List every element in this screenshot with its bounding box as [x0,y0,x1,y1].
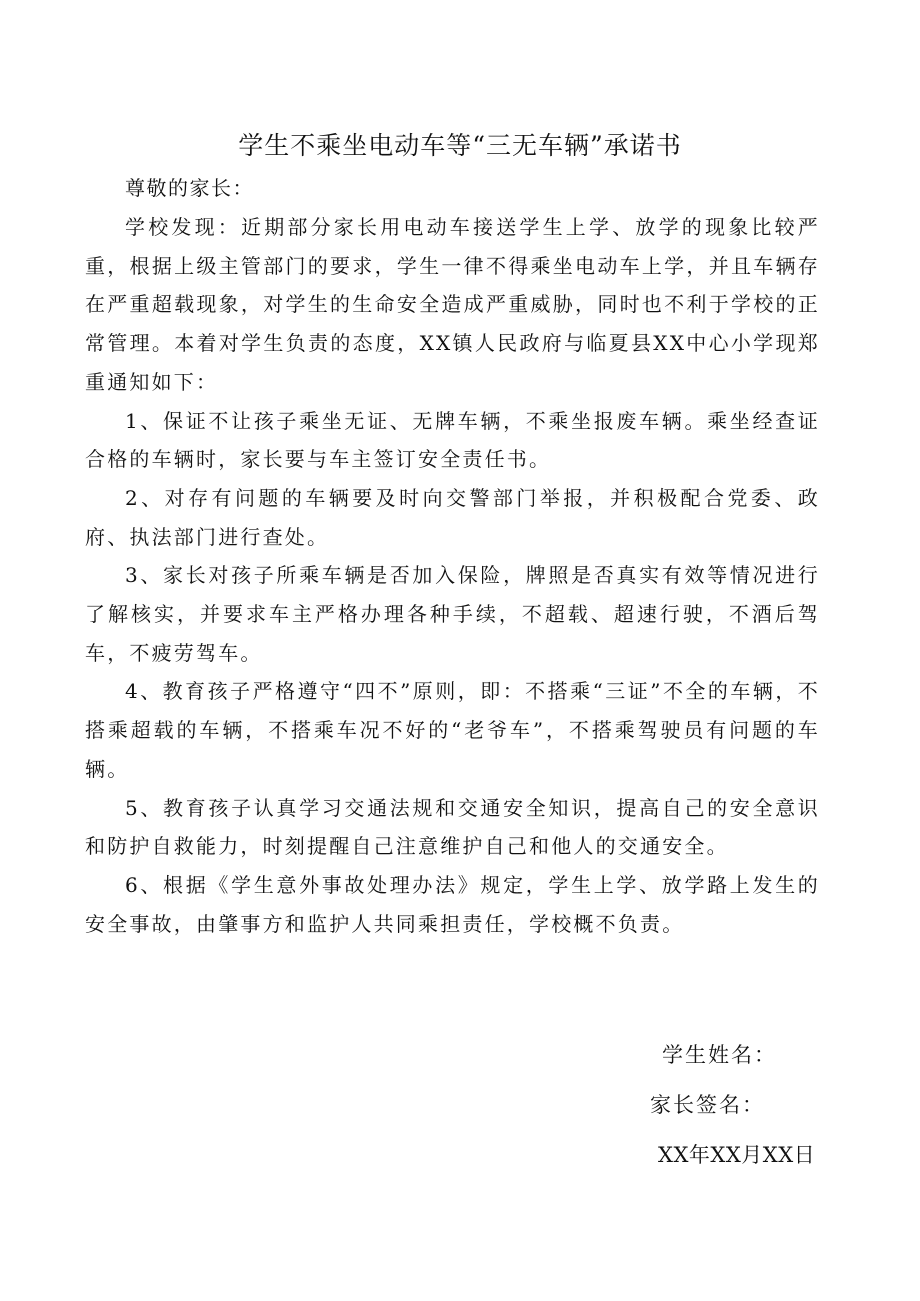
commitment-item-5: 5、教育孩子认真学习交通法规和交通安全知识，提高自己的安全意识和防护自救能力，时刻提醒自己注意维护自己和他人的交通安全。 [85,795,820,859]
greeting: 尊敬的家长： [125,176,254,200]
commitment-item-6: 6、根据《学生意外事故处理办法》规定，学生上学、放学路上发生的安全事故，由肇事方和监护人共同乘担责任，学校概不负责。 [85,872,820,936]
commitment-item-4: 4、教育孩子严格遵守“四不”原则，即：不搭乘“三证”不全的车辆，不搭乘超载的车辆，不搭乘车况不好的“老爷车”，不搭乘驾驶员有问题的车辆。 [85,679,820,781]
intro-paragraph: 学校发现：近期部分家长用电动车接送学生上学、放学的现象比较严重，根据上级主管部门的要求，学生一律不得乘坐电动车上学，并且车辆存在严重超载现象，对学生的生命安全造成严重威胁，同时也不利于学校的正常管理。本着对学生负责的态度，XX镇人民政府与临夏县XX中心小学现郑重通知如下： [85,215,820,394]
student-name-label: 学生姓名： [662,1043,777,1067]
parent-signature-label: 家长签名： [650,1093,765,1117]
document-title: 学生不乘坐电动车等“三无车辆”承诺书 [238,131,682,160]
commitment-item-2: 2、对存有问题的车辆要及时向交警部门举报，并积极配合党委、政府、执法部门进行查处。 [85,485,820,549]
signature-date: XX年XX月XX日 [658,1143,816,1167]
document-body [85,208,820,943]
commitment-item-1: 1、保证不让孩子乘坐无证、无牌车辆，不乘坐报废车辆。乘坐经查证合格的车辆时，家长要与车主签订安全责任书。 [85,408,820,472]
commitment-item-3: 3、家长对孩子所乘车辆是否加入保险，牌照是否真实有效等情况进行了解核实，并要求车主严格办理各种手续，不超载、超速行驶，不酒后驾车，不疲劳驾车。 [85,563,820,665]
